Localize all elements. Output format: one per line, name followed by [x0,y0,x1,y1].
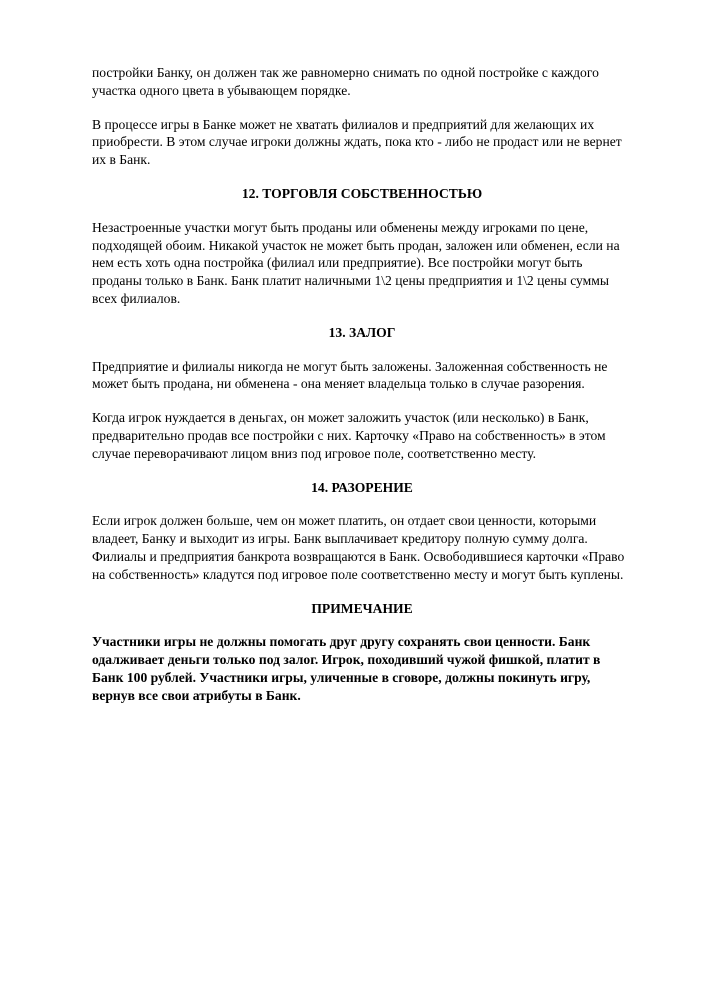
text-line: всех филиалов. [92,290,181,306]
text-line: В процессе игры в Банке может не хватать филиалов и предприятий для желающих их [92,116,595,132]
text-line: приобрести. В этом случае игроки должны ждать, пока кто - либо не продаст или не вернет [92,134,622,150]
text-line: их в Банк. [92,152,151,168]
paragraph [92,219,632,308]
text-line: проданы только в Банк. Банк платит наличными 1\2 цены предприятия и 1\2 цены суммы [92,273,610,289]
text-line: постройки Банку, он должен так же равномерно снимать по одной постройке с каждого [92,65,599,80]
text-line: может быть продана, ни обменена - она меняет владельца только в случае разорения. [92,376,585,392]
paragraph [92,358,632,394]
paragraph [92,409,632,462]
text-line: на собственность» кладутся под игровое поле соответственно месту и могут быть куплены. [92,566,624,582]
section-heading: ПРИМЕЧАНИЕ [311,600,413,616]
text-line: Если игрок должен больше, чем он может платить, он отдает свои ценности, которыми [92,513,597,529]
paragraph [92,512,632,583]
section-heading: 14. РАЗОРЕНИЕ [311,479,413,495]
text-line: Участники игры не должны помогать друг другу сохранять свои ценности. Банк [92,634,591,650]
text-line: участка одного цвета в убывающем порядке. [92,82,351,98]
document-page [92,64,632,705]
text-line: Филиалы и предприятия банкрота возвращаются в Банк. Освободившиеся карточки «Право [92,548,625,564]
text-line: владеет, Банку и выходит из игры. Банк выплачивает кредитору полную сумму долга. [92,531,588,547]
section-heading: 12. ТОРГОВЛЯ СОБСТВЕННОСТЬЮ [241,185,483,201]
text-line: Когда игрок нуждается в деньгах, он может заложить участок (или несколько) в Банк, [92,410,589,426]
text-line: подходящей обоим. Никакой участок не может быть продан, заложен или обменен, если на [92,237,620,253]
text-line: Банк 100 рублей. Участники игры, уличенные в сговоре, должны покинуть игру, [92,669,591,685]
text-line: случае переворачивают лицом вниз под игровое поле, соответственно месту. [92,445,536,461]
paragraph [92,64,632,100]
text-line: вернув все свои атрибуты в Банк. [92,687,301,703]
text-line: нем есть хоть одна постройка (филиал или предприятие). Все постройки могут быть [92,255,583,271]
text-line: одалживает деньги только под залог. Игрок, походивший чужой фишкой, платит в [92,652,601,668]
paragraph [92,116,632,169]
text-line: Незастроенные участки могут быть проданы или обменены между игроками по цене, [92,219,589,235]
note-paragraph [92,633,632,704]
text-line: Предприятие и филиалы никогда не могут быть заложены. Заложенная собственность не [92,358,608,374]
section-heading: 13. ЗАЛОГ [328,324,396,340]
text-line: предварительно продав все постройки с них. Карточку «Право на собственность» в этом [92,427,606,443]
